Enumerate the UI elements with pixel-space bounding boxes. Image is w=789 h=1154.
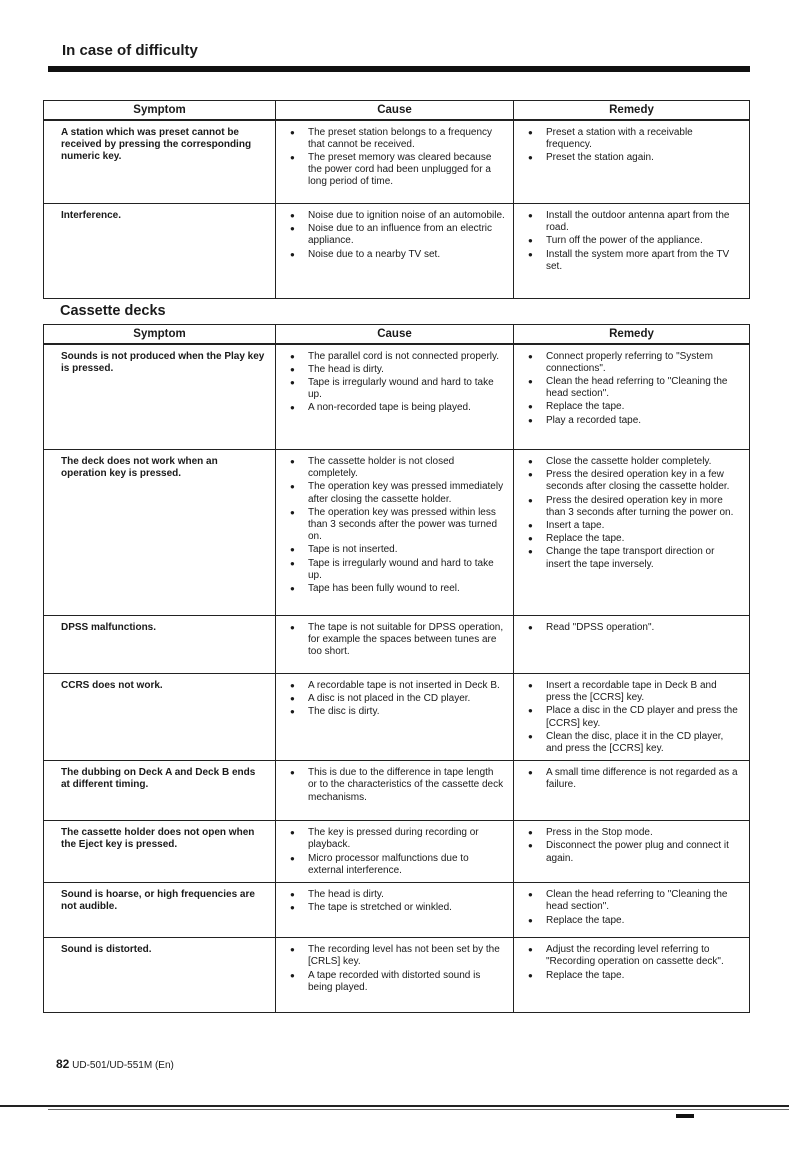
footer-rule (0, 1105, 789, 1107)
cause-list (290, 889, 505, 914)
cause-item: ● The recording level has not been set by the [CRLS] key. (290, 944, 505, 968)
remedy-item: ● Clean the disc, place it in the CD player, and press the [CCRS] key. (528, 731, 741, 755)
cause-cell (276, 821, 514, 883)
remedy-item: ● Insert a tape. (528, 520, 741, 532)
remedy-item: ● Turn off the power of the appliance. (528, 235, 741, 247)
page-number: 82 (56, 1057, 70, 1071)
symptom-cell: A station which was preset cannot be received by pressing the corresponding numeric key. (44, 120, 276, 204)
cause-item: ● Noise due to an influence from an electric appliance. (290, 223, 505, 247)
remedy-cell (514, 344, 750, 450)
remedy-list (528, 680, 741, 755)
cause-list (290, 351, 505, 415)
cause-list (290, 127, 505, 189)
symptom-cell: Sound is hoarse, or high frequencies are not audible. (44, 883, 276, 938)
cause-cell (276, 450, 514, 616)
remedy-item: ● Preset a station with a receivable frequency. (528, 127, 741, 151)
remedy-header: Remedy (514, 101, 750, 120)
remedy-item: ● Change the tape transport direction or insert the tape inversely. (528, 546, 741, 570)
cause-cell (276, 616, 514, 674)
cause-item: ● A disc is not placed in the CD player. (290, 693, 505, 705)
cause-item: ● The head is dirty. (290, 889, 505, 901)
remedy-item: ● Close the cassette holder completely. (528, 456, 741, 468)
cause-list (290, 767, 505, 804)
cause-item: ● Tape is irregularly wound and hard to take up. (290, 558, 505, 582)
remedy-list (528, 127, 741, 165)
remedy-list (528, 622, 741, 634)
cause-item: ● The operation key was pressed within less than 3 seconds after the power was turned on. (290, 507, 505, 544)
cause-header: Cause (276, 325, 514, 344)
cause-item: ● The tape is stretched or winkled. (290, 902, 505, 914)
cause-header: Cause (276, 101, 514, 120)
symptom-header: Symptom (44, 101, 276, 120)
cause-list (290, 944, 505, 994)
remedy-item: ● Adjust the recording level referring to "Recording operation on cassette deck". (528, 944, 741, 968)
symptom-cell: DPSS malfunctions. (44, 616, 276, 674)
cause-cell (276, 344, 514, 450)
cause-list (290, 210, 505, 261)
remedy-item: ● Press in the Stop mode. (528, 827, 741, 839)
cause-item: ● Micro processor malfunctions due to external interference. (290, 853, 505, 877)
cause-list (290, 827, 505, 877)
cause-item: ● The key is pressed during recording or playback. (290, 827, 505, 851)
cause-cell (276, 938, 514, 1013)
remedy-cell (514, 450, 750, 616)
table-header-row (44, 101, 750, 120)
remedy-cell (514, 938, 750, 1013)
cause-item: ● Tape is not inserted. (290, 544, 505, 556)
cause-cell (276, 674, 514, 761)
cause-list (290, 622, 505, 659)
remedy-item: ● Install the system more apart from the TV set. (528, 249, 741, 273)
table-row (44, 344, 750, 450)
remedy-list (528, 210, 741, 273)
remedy-list (528, 351, 741, 427)
table-row (44, 821, 750, 883)
remedy-item: ● Insert a recordable tape in Deck B and press the [CCRS] key. (528, 680, 741, 704)
page-footer (56, 1057, 174, 1071)
section-title-cassette-decks: Cassette decks (60, 303, 166, 319)
remedy-item: ● Press the desired operation key in a few seconds after closing the cassette holder. (528, 469, 741, 493)
cause-item: ● The parallel cord is not connected properly. (290, 351, 505, 363)
remedy-cell (514, 120, 750, 204)
cause-item: ● The disc is dirty. (290, 706, 505, 718)
symptom-cell: Sounds is not produced when the Play key is pressed. (44, 344, 276, 450)
table-row (44, 450, 750, 616)
table-row (44, 204, 750, 299)
symptom-cell: Interference. (44, 204, 276, 299)
table-row (44, 674, 750, 761)
cause-item: ● The head is dirty. (290, 364, 505, 376)
cause-item: ● The preset memory was cleared because the power cord had been unplugged for a long period of time. (290, 152, 505, 189)
cause-item: ● The operation key was pressed immediately after closing the cassette holder. (290, 481, 505, 505)
cause-list (290, 456, 505, 595)
cause-cell (276, 883, 514, 938)
remedy-item: ● Preset the station again. (528, 152, 741, 164)
remedy-list (528, 456, 741, 571)
table-row (44, 120, 750, 204)
table-row (44, 761, 750, 821)
remedy-list (528, 944, 741, 982)
cause-item: ● A tape recorded with distorted sound is being played. (290, 970, 505, 994)
remedy-item: ● Disconnect the power plug and connect it again. (528, 840, 741, 864)
table-row (44, 938, 750, 1013)
remedy-cell (514, 761, 750, 821)
remedy-item: ● Play a recorded tape. (528, 415, 741, 427)
model-number: UD-501/UD-551M (En) (72, 1060, 174, 1071)
remedy-item: ● A small time difference is not regarded as a failure. (528, 767, 741, 791)
footer-mark (676, 1114, 694, 1118)
cause-item: ● This is due to the difference in tape length or to the characteristics of the cassette deck mechanisms. (290, 767, 505, 804)
symptom-cell: The deck does not work when an operation key is pressed. (44, 450, 276, 616)
cause-item: ● The cassette holder is not closed completely. (290, 456, 505, 480)
remedy-list (528, 889, 741, 927)
cause-cell (276, 204, 514, 299)
table-row (44, 616, 750, 674)
cause-item: ● Noise due to ignition noise of an automobile. (290, 210, 505, 222)
cause-cell (276, 120, 514, 204)
symptom-cell: Sound is distorted. (44, 938, 276, 1013)
cassette-troubleshooting-table (43, 324, 750, 1013)
table-row (44, 883, 750, 938)
table-header-row (44, 325, 750, 344)
remedy-cell (514, 674, 750, 761)
remedy-item: ● Clean the head referring to "Cleaning the head section". (528, 376, 741, 400)
title-rule (48, 66, 750, 72)
remedy-list (528, 827, 741, 865)
remedy-item: ● Install the outdoor antenna apart from the road. (528, 210, 741, 234)
remedy-item: ● Replace the tape. (528, 401, 741, 413)
remedy-item: ● Read "DPSS operation". (528, 622, 741, 634)
remedy-item: ● Replace the tape. (528, 533, 741, 545)
cause-cell (276, 761, 514, 821)
cause-item: ● The tape is not suitable for DPSS operation, for example the spaces between tunes are too short. (290, 622, 505, 659)
remedy-item: ● Press the desired operation key in more than 3 seconds after turning the power on. (528, 495, 741, 519)
remedy-header: Remedy (514, 325, 750, 344)
remedy-item: ● Replace the tape. (528, 970, 741, 982)
page-title: In case of difficulty (62, 42, 198, 59)
cause-list (290, 680, 505, 719)
symptom-header: Symptom (44, 325, 276, 344)
cause-item: ● Tape is irregularly wound and hard to take up. (290, 377, 505, 401)
symptom-cell: The dubbing on Deck A and Deck B ends at different timing. (44, 761, 276, 821)
remedy-cell (514, 821, 750, 883)
remedy-item: ● Clean the head referring to "Cleaning the head section". (528, 889, 741, 913)
cause-item: ● Noise due to a nearby TV set. (290, 249, 505, 261)
tuner-troubleshooting-table (43, 100, 750, 299)
cause-item: ● Tape has been fully wound to reel. (290, 583, 505, 595)
remedy-item: ● Connect properly referring to "System connections". (528, 351, 741, 375)
remedy-cell (514, 616, 750, 674)
remedy-item: ● Place a disc in the CD player and press the [CCRS] key. (528, 705, 741, 729)
cause-item: ● A recordable tape is not inserted in Deck B. (290, 680, 505, 692)
remedy-cell (514, 204, 750, 299)
remedy-item: ● Replace the tape. (528, 915, 741, 927)
remedy-cell (514, 883, 750, 938)
symptom-cell: The cassette holder does not open when the Eject key is pressed. (44, 821, 276, 883)
cause-item: ● A non-recorded tape is being played. (290, 402, 505, 414)
footer-rule-thin (48, 1109, 789, 1110)
remedy-list (528, 767, 741, 791)
cause-item: ● The preset station belongs to a frequency that cannot be received. (290, 127, 505, 151)
symptom-cell: CCRS does not work. (44, 674, 276, 761)
